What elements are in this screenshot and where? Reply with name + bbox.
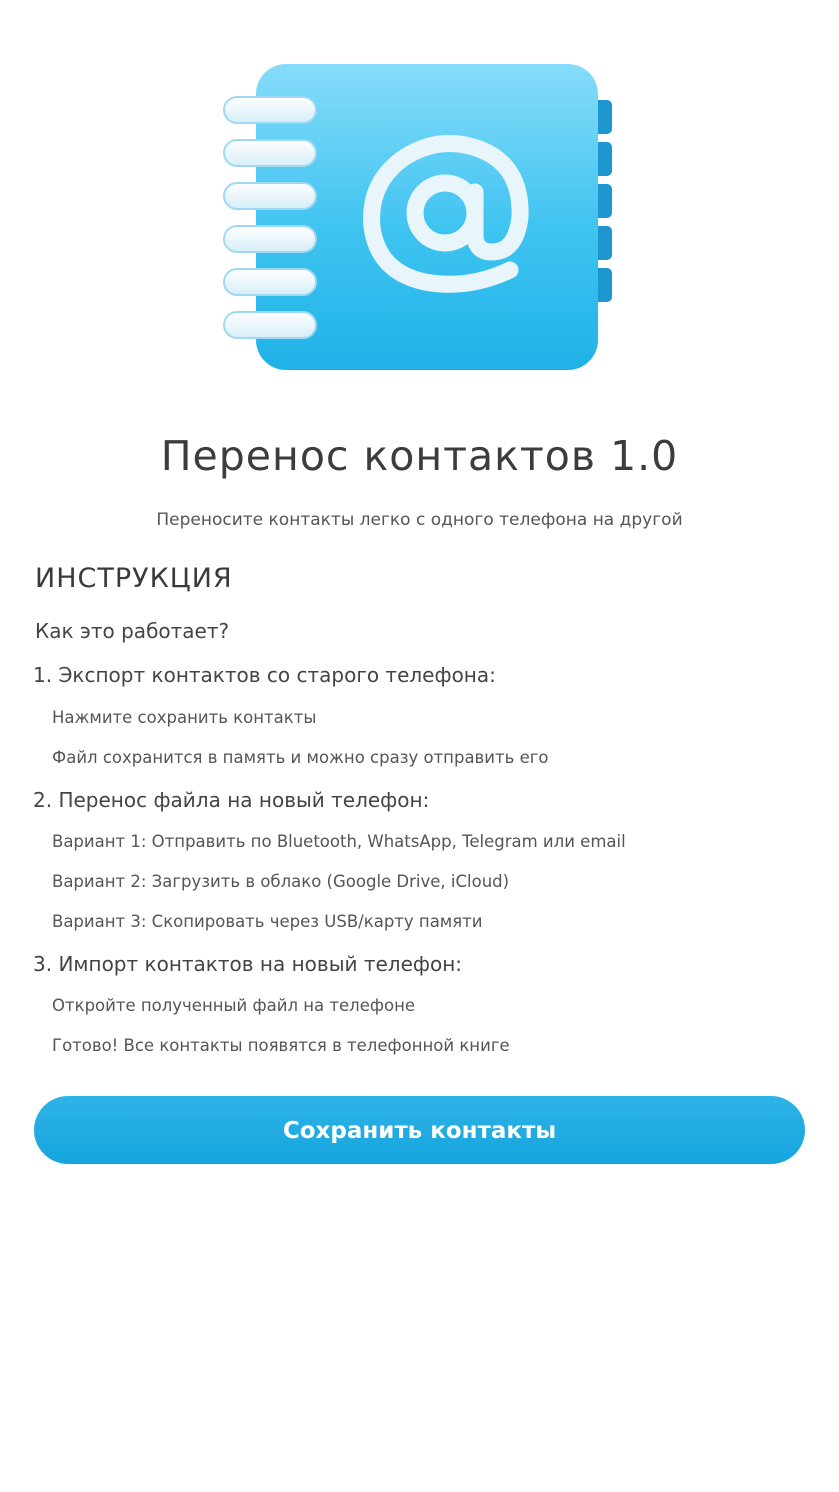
- step-2-line-2: Вариант 2: Загрузить в облако (Google Drive, iCloud): [52, 872, 510, 891]
- step-3-line-1: Откройте полученный файл на телефоне: [52, 996, 416, 1015]
- step-3-title: 3. Импорт контактов на новый телефон:: [33, 952, 463, 976]
- step-2-line-3: Вариант 3: Скопировать через USB/карту памяти: [52, 912, 483, 931]
- step-3-line-2: Готово! Все контакты появятся в телефонной книге: [52, 1036, 510, 1055]
- step-2-title: 2. Перенос файла на новый телефон:: [33, 788, 430, 812]
- app-subtitle: Переносите контакты легко с одного телефона на другой: [156, 510, 683, 530]
- step-2-line-1: Вариант 1: Отправить по Bluetooth, WhatsApp, Telegram или email: [52, 832, 626, 851]
- save-contacts-button[interactable]: Сохранить контакты: [34, 1096, 805, 1164]
- step-1-line-2: Файл сохранится в память и можно сразу отправить его: [52, 748, 549, 767]
- step-1-title: 1. Экспорт контактов со старого телефона:: [33, 663, 496, 687]
- instructions-intro: Как это работает?: [35, 619, 230, 643]
- app-logo-icon: [220, 62, 620, 374]
- step-1-line-1: Нажмите сохранить контакты: [52, 708, 317, 727]
- app-title: Перенос контактов 1.0: [160, 432, 679, 480]
- instructions-heading: ИНСТРУКЦИЯ: [35, 563, 233, 594]
